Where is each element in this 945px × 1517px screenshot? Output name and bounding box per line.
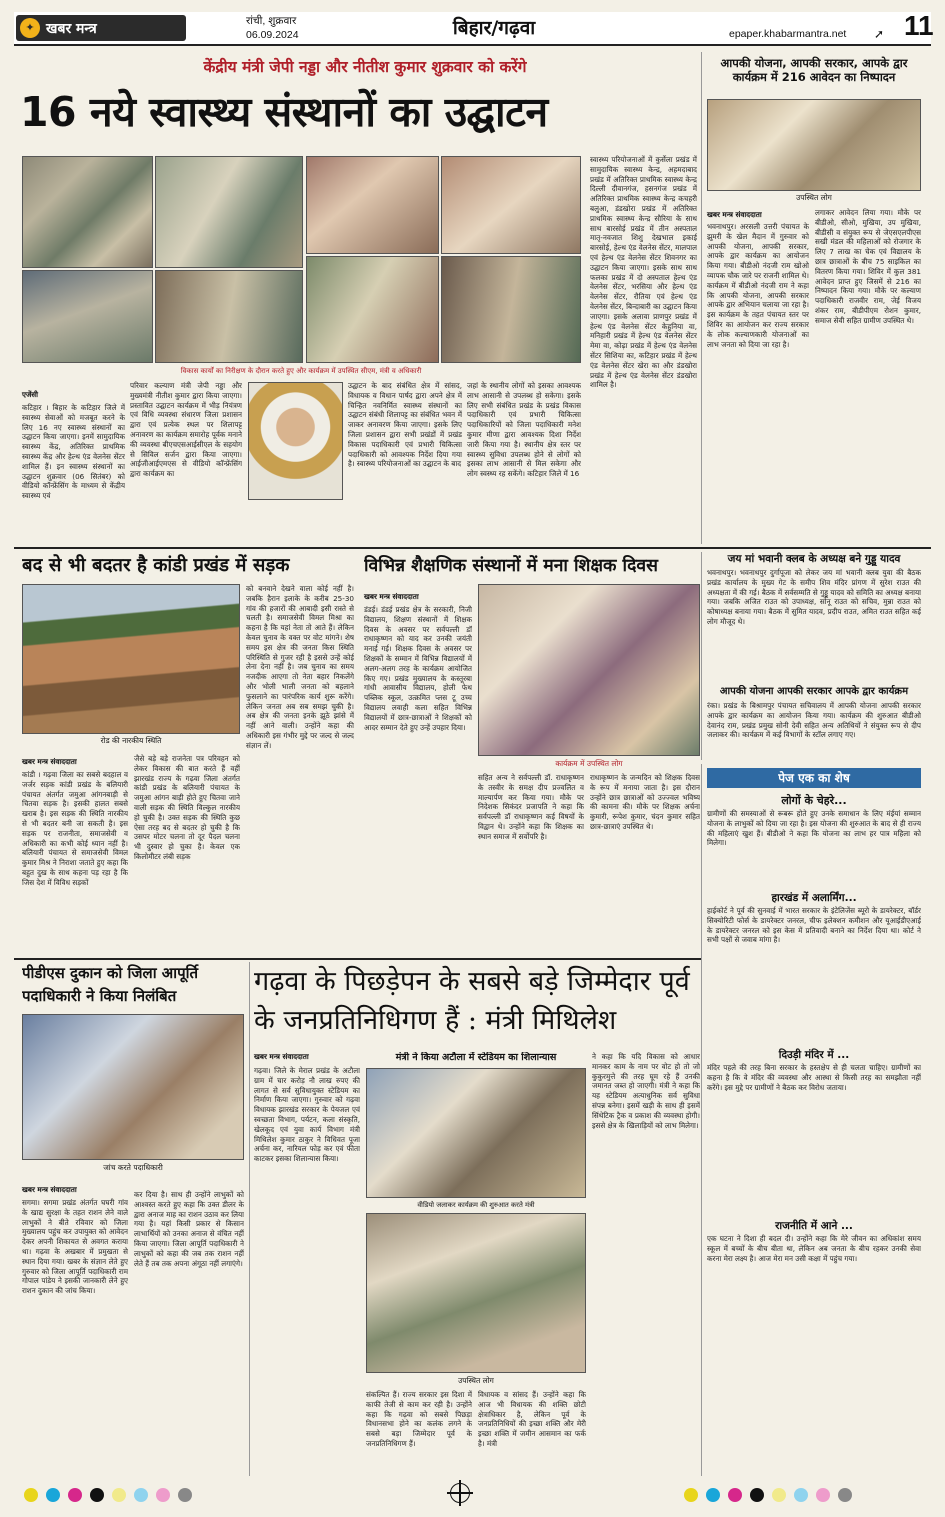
- right-photo-caption: उपस्थित लोग: [796, 193, 832, 202]
- teacher-col-3: राधाकृष्णन के जन्मदिन को शिक्षक दिवस के रूप में मनाया जाता है। इस दौरान उन्होंने छात्र छात्राओं को उज्ज्वल भविष्य की कामना की। मौके पर शिक्षक अर्चना कुमारी, रूपेश कुमार, चंदन कुमार सहित छात्र-छात्राएं उपस्थित थे।: [590, 773, 700, 831]
- section-rule-2: [14, 958, 701, 960]
- kandi-byline: खबर मन्त्र संवाददाता: [22, 757, 77, 766]
- pds-col-2: कर दिया है। साथ ही उन्होंने लाभुकों को आश्वस्त करते हुए कहा कि उक्त डीलर के द्वारा अनाज माह का राशन उठाव कर लिया गया है। यहां किसी प्रकार से किसान लाभार्थियों को उनका अनाज से वंचित नहीं किया जाएगा। जिला आपूर्ति पदाधिकारी ने लाभुकों को कहा की जब तक राशन नहीं लेते हैं तब तक अपना अंगूठा नहीं लगाएंगे।: [134, 1190, 244, 1268]
- lead-photo-4: [155, 270, 303, 363]
- right-headline: आपकी योजना, आपकी सरकार, आपके द्वार कार्यक्रम में 216 आवेदन का निष्पादन: [720, 56, 908, 84]
- garhwa-photo-2: [366, 1213, 586, 1373]
- garhwa-subhead: मंत्री ने किया अटौला में स्टेडियम का शिलान्यास: [395, 1052, 557, 1063]
- nadda-photo: [248, 382, 343, 500]
- shesh-b2: हाईकोर्ट ने पूर्व की सुनवाई में भारत सरकार के इंटेलिजेंस ब्यूरो के डायरेक्टर, बॉर्डर सिक्योरिटी फोर्स के डायरेक्टर जनरल, चीफ इलेक्शन कमीशन और यूआईडीएआई के डायरेक्टर जनरल को इस केस में प्रतिवादी बनाने का निर्देश दिया था। कोर्ट ने सभी पक्षों से जवाब मांगा है।: [707, 906, 921, 945]
- shesh-b3: मंदिर पहले की तरह बिना सरकार के हस्तक्षेप से ही चलता चाहिए। ग्रामीणों का कहना है कि वे मंदिर की व्यवस्था और आस्था से किसी तरह का समझौता नहीं करेंगे। इस मुद्दे पर ग्रामीणों ने बैठक कर विरोध जताया।: [707, 1063, 921, 1092]
- color-dots-right: [684, 1487, 860, 1506]
- kandi-headline: बद से भी बदतर है कांडी प्रखंड में सड़क: [22, 555, 290, 576]
- masthead: [14, 10, 934, 46]
- lead-photo-1: [22, 156, 153, 268]
- section-rule-1: [14, 547, 931, 549]
- registration-strip: [14, 1482, 931, 1506]
- lead-photo-5: [306, 156, 439, 254]
- color-dot: [728, 1488, 742, 1502]
- lead-photo-2: [155, 156, 303, 268]
- color-dot: [706, 1488, 720, 1502]
- aapki-headline: आपकी योजना आपकी सरकार आपके द्वार कार्यक्रम: [719, 686, 909, 697]
- right-divider: [701, 52, 702, 544]
- lead-photo-6: [441, 156, 581, 254]
- garhwa-col-1: गढ़वा। जिले के मेराल प्रखंड के अटौला ग्राम में चार करोड़ नौ लाख रुपए की लागत से सर्व सुविधायुक्त स्टेडियम का निर्माण किया जाएगा। गुरुवार को गढ़वा विधायक झारखंड सरकार के पेयजल एवं स्वच्छता विभाग, पर्यटन, कला संस्कृति, खेलकूद एवं युवा कार्य विभाग मंत्री मिथिलेश कुमार ठाकुर ने विधिवत पूजा अर्चना कर, नारियल फोड़ कर एवं फीता काटकर इसका शिलान्यास किया।: [254, 1066, 360, 1164]
- lead-dateline: एजेंसी: [22, 390, 39, 399]
- garhwa-col-4: विधायक व सांसद हैं। उन्होंने कहा कि आज भी विधायक की शक्ति छोटी क्षेत्राधिकार है, लेकिन पूर्व के जनप्रतिनिधियों की इच्छा शक्ति और मेरी इच्छा शक्ति में जमीन आसमान का फर्क है। मंत्री: [478, 1390, 586, 1448]
- shesh-label: पेज एक का शेष: [707, 768, 921, 788]
- color-dot: [684, 1488, 698, 1502]
- right-col-1: भवनाथपुर। अरसली उत्तरी पंचायत के झुमरी के खेल मैदान में गुरुवार को आपकी योजना, आपकी सरकार, आपके द्वार कार्यक्रम का आयोजन किया गया। बीडीओ नंदजी राम खोओ व्यापक चौक जारे पर राजनी शामिल थे। कार्यक्रम में बीडीओ नंदजी राम ने कहा कि आपकी योजना, आपकी सरकार आपके द्वार अभियान चलाया जा रहा है। इस कार्यक्रम के तहत पंचायत स्तर पर शिविर का आयोजन कर राज्य सरकार के लोक कल्याणकारी योजनाओं का लाभ जनता को दिया जा रहा है।: [707, 222, 809, 349]
- kandi-col-2: जैसे बड़े बड़े राजनेता पत्र परिवहन को लेकर विकास की बात करते हैं वहीं झारखंड राज्य के गढ़वा जिला अंतर्गत कांडी प्रखंड के बलियारी पंचायत के जमुआ आंगन बाड़ी होते हुए चितवा जाने वाली सड़क की स्थिति विल्कुल नारकीय हो चुकी है। उक्त सड़क की स्थिति कुछ ऐसा तरह बद से बदतर हो चुकी है कि उसपर मोटर चलना तो दूर पैदल चलना भी दुस्वार हो चुका है। केवल एक किलोमीटर लंबी सड़क: [134, 754, 240, 861]
- color-dot: [90, 1488, 104, 1502]
- right-divider-2: [701, 552, 702, 760]
- lead-photo-7: [306, 256, 439, 363]
- shesh-h2: हारखंड में अलार्मिंग...: [771, 892, 857, 904]
- garhwa-divider: [249, 962, 250, 1476]
- pds-byline: खबर मन्त्र संवाददाता: [22, 1185, 77, 1194]
- brand-logo-icon: ✦: [20, 18, 40, 38]
- brand-name: खबर मन्त्र: [46, 21, 97, 37]
- color-dot: [156, 1488, 170, 1502]
- crosshair-v: [459, 1480, 461, 1506]
- color-dot: [750, 1488, 764, 1502]
- lead-col-4: जहां के स्थानीय लोगों को इसका आवश्यक लाभ आसानी से उपलब्ध हो सकेगा। इसके लिए सभी संबंधित प्रखंड के प्रखंड विकास पदाधिकारी एवं प्रभारी चिकित्सा पदाधिकारियों को जिला पदाधिकारी मनेश कुमार मीणा द्वारा आवश्यक दिशा निर्देश जारी किया गया है। स्थानीय क्षेत्र स्तर पर स्वास्थ्य सुविधा उपलब्ध होने से लोगों को इसका लाभ आसानी से मिल सकेगा और लोग स्वस्थ्य रह सकेंगे। कटिहार जिले में 16: [467, 381, 581, 479]
- shesh-b1: ग्रामीणों की समस्याओं से रूबरू होते हुए उनके समाधान के लिए मंईयां सम्मान योजना के लाभुकों को दिया जा रहा है। इस योजना की शुरुआत के बाद से ही राज्य की महिलाएं खुश हैं। बीडीओ ने कहा कि योजना का लाभ हर पात्र महिला को मिलेगा।: [707, 809, 921, 848]
- masthead-city: रांची, शुक्रवार: [246, 15, 297, 27]
- teacher-col-2: सहित अन्य ने सर्वपल्ली डॉ. राधाकृष्णन के तस्वीर के समक्ष दीप प्रज्वलित व माल्यार्पण कर किया गया। मौके पर निदेशक सिकंदर प्रजापति ने कहा कि सर्वपल्ली डॉ राधाकृष्णन कई विषयों के विद्वान थे। उन्होंने कहा कि शिक्षक का स्थान समाज में सर्वोपरि है।: [478, 773, 584, 841]
- kandi-col-1: कांडी । गढ़वा जिला का सबसे बदहाल व जर्जर सड़क कांडी प्रखंड के बलियारी पंचायत अंतर्गत जमुआ आंगनबाड़ी से चितवा सड़क है। इसकी हालत सबसे खराब है। इस सड़क की स्थिति नारकीय से भी बदतर बनी जा सकती है। इस सड़क पर राजनीता, समाजसेवी व अधिकारी का कभी कोई ध्यान नहीं है। बलियारी पंचायत से समाजसेवी विमल कुमार मिश्र ने निराशा जताते हुए कहा कि बहुत दुख के साथ कहना पड़ रहा है कि जिस देश में विविध सड़कों: [22, 770, 128, 887]
- pds-headline: पीडीएस दुकान को जिला आपूर्ति पदाधिकारी ने किया निलंबित: [22, 964, 199, 1005]
- shesh-h3: दिउड़ी मंदिर में ...: [778, 1049, 850, 1061]
- lead-photo-caption: विकास कार्यों का निरीक्षण के दौरान करते हुए और कार्यक्रम में उपस्थित सीएम, मंत्री व अधिकारी: [180, 367, 422, 375]
- bhavani-headline: जय मां भवानी क्लब के अध्यक्ष बने गुड्डू यादव: [727, 553, 901, 565]
- garhwa-photo-1: [366, 1068, 586, 1198]
- right-col-2: लगाकर आवेदन लिया गया। मौके पर बीडीओ, सीओ, मुखिया, उप मुखिया, बीडीसी व संयुक्त रूप से जेएसएलपीएस सखी मंडल की महिलाओं को रोजगार के लिए 7 लाख का चेक एवं विद्यालय के छात्र छात्राओं के बीच 75 साइकिल का वितरण किया गया। शिविर में कुल 381 आवेदन प्राप्त हुए जिसमें से 216 का निष्पादन किया गया। मौके पर कल्याण पदाधिकारी राजवीर राम, जेई विजय शंकर राम, बीडीपीएम रोशन कुमार, समाज सेवी सहित ग्रामीण उपस्थित थे।: [815, 208, 921, 325]
- shesh-divider: [701, 764, 702, 1476]
- lead-kicker: केंद्रीय मंत्री जेपी नड्डा और नीतीश कुमार शुक्रवार को करेंगे: [203, 58, 527, 76]
- brand-logo-box: [16, 15, 186, 41]
- color-dots-left: [24, 1487, 200, 1506]
- aapki-body: रंका। प्रखंड के बिश्रामपुर पंचायत सचिवालय में आपकी योजना आपकी सरकार आपके द्वार कार्यक्रम का आयोजन किया गया। कार्यक्रम की शुरुआत बीडीओ देवानंद राम, प्रखंड प्रमुख सोनी देवी सहित अन्य अतिथियों ने संयुक्त रूप से दीप जलाकर की। कार्यक्रम में कई विभागों के स्टॉल लगाए गए।: [707, 701, 921, 740]
- masthead-date: 06.09.2024: [246, 29, 299, 41]
- color-dot: [178, 1488, 192, 1502]
- page-number: 11: [904, 10, 934, 41]
- shesh-b4: एक घटना ने दिशा ही बदल दी। उन्होंने कहा कि मेरे जीवन का अधिकांश समय स्कूल में बच्चों के बीच बीता था, लेकिन अब जनता के बीच रहकर उनकी सेवा करना मेरा लक्ष्य है। आज मेरा मन उसी कक्षा में पहुंच गया।: [707, 1234, 921, 1263]
- lead-col-1: कटिहार । बिहार के कटिहार जिले में स्वास्थ्य सेवाओं को मजबूत करने के लिए 16 नए स्वास्थ्य संस्थानों का उद्घाटन किया जाएगा। इनमें सामुदायिक स्वास्थ्य केंद्र, अतिरिक्त प्राथमिक स्वास्थ्य केंद्र और हेल्थ एंड वेलनेस सेंटर शामिल हैं। इन स्वास्थ्य संस्थानों का उद्घाटन शुक्रवार (06 सितंबर) को वीडियो कॉन्फ्रेंसिंग के माध्यम से केंद्रीय स्वास्थ्य एवं: [22, 403, 125, 501]
- teacher-headline: विभिन्न शैक्षणिक संस्थानों में मना शिक्षक दिवस: [364, 556, 658, 576]
- epaper-url[interactable]: epaper.khabarmantra.net: [729, 28, 847, 40]
- color-dot: [112, 1488, 126, 1502]
- color-dot: [68, 1488, 82, 1502]
- lead-photo-8: [441, 256, 581, 363]
- kandi-road-photo: [22, 584, 240, 734]
- pds-col-1: सगमा। सगमा प्रखंड अंतर्गत घघरी गांव के खाद्य सुरक्षा के तहत राशन लेने वाले लाभुकों ने बीते रविवार को जिला मुख्यालय पहुंच कर उपायुक्त को आवेदन देकर अपनी शिकायत से अवगत कराया था। गढ़वा के अखबार में प्रमुखता से स्थान दिया गया। खबर के संज्ञान लेते हुए गुरुवार को जिला आपूर्ति पदाधिकारी राम गोपाल पांडेय ने इसकी जानकारी लेने हुए राशन दुकान की जांच किया।: [22, 1198, 128, 1296]
- lead-col-2: परिवार कल्याण मंत्री जेपी नड्डा और मुख्यमंत्री नीतीश कुमार द्वारा किया जाएगा। प्रस्तावित उद्घाटन कार्यक्रम में भीड़ नियंत्रण एवं विधि व्यवस्था संधारण जिला प्रशासन द्वारा एवं प्रत्येक स्थल पर शिलापट्ट अनावरण का कार्यक्रम समारोह पूर्वक मनाने की व्यवस्था बीएचएसआईसीएल के सहयोग से सिविल सर्जन द्वारा किया जाएगा। आईजीआईएमएस से वीडियो कॉन्फ्रेंसिंग द्वारा कार्यक्रम का: [130, 381, 242, 479]
- cursor-icon: ➚: [874, 27, 885, 41]
- pds-photo: [22, 1014, 244, 1160]
- garhwa-col-3: संकल्पित हैं। राज्य सरकार इस दिशा में काफी तेजी से काम कर रही है। उन्होंने कहा कि गढ़वा को सबसे पिछड़ा विधानसभा होने का कलंक लगने के सबसे बड़ा जिम्मेदार पूर्व के जनप्रतिनिधिगण हैं।: [366, 1390, 472, 1448]
- right-photo: [707, 99, 921, 191]
- color-dot: [772, 1488, 786, 1502]
- section-name: बिहार/गढ़वा: [452, 17, 536, 39]
- crosshair-icon: [450, 1483, 470, 1503]
- lead-photo-3: [22, 270, 153, 363]
- shesh-h4: राजनीति में आने ...: [775, 1220, 853, 1232]
- lead-col-5: स्वास्थ्य परियोजनाओं में कुर्सेला प्रखंड में सामुदायिक स्वास्थ्य केन्द्र, अहमदाबाद प्रखंड में अतिरिक्त प्राथमिक स्वास्थ्य केन्द्र दिल्ली दीवानगंज, हसनगंज प्रखंड में अतिरिक्त प्राथमिक स्वास्थ्य केन्द्र कचहरी बलुआ, डंडखोरा प्रखंड में अतिरिक्त प्राथमिक स्वास्थ्य केन्द्र सौरिया के साथ साथ बारसोई प्रखंड में तीन अस्पताल मातृ-नवजात शिशु देखभाल इकाई बारसोई, हेल्थ एंड वेलनेस सेंटर, मालपाल एवं हेल्थ एंड वेलनेस सेंटर शिवनगर का उद्घाटन किया जाएगा। इसके साथ साथ फलका प्रखंड में दो अस्पताल हेल्थ एंड वेलनेस सेंटर, भरसिया और हेल्थ एंड वेलनेस सेंटर, रौतिया एवं हेल्थ एंड वेलनेस सेंटर, बिन्दाबारी का उद्घाटन किया जाएगा। इसके अलावा प्राणपुर प्रखंड में हेल्थ एंड वेलनेस सेंटर केहुनिया वा, मनिहारी प्रखंड में हेल्थ एंड वेलनेस सेंटर मेमा वा, कोढ़ा प्रखंड में हेल्थ एंड वेलनेस सेंटर सिशिया का, कटिहार प्रखंड में हेल्थ एंड वेलनेस सेंटर खेरा का और डंडखोरा प्रखंड में हेल्थ एंड वेलनेस सेंटर डंडखोरा शामिल है।: [590, 155, 697, 390]
- color-dot: [134, 1488, 148, 1502]
- teacher-photo: [478, 584, 700, 756]
- color-dot: [794, 1488, 808, 1502]
- kandi-col-3: को बनवाने देखने वाला कोई नहीं है। जबकि हैरान इलाके के करीब 25-30 गांव की हजारों की आबादी इसी रास्ते से चलती है। समाजसेवी विमल मिश्रा का कहना है कि यहां नेता तो आते हैं। लेकिन केवल चुनाव के वक्त पर वोट मांगने। शेष समय इस क्षेत्र की जनता किस स्थिति परिस्थिति से गुजर रही है इससे उन्हें कोई लेना देना नहीं है। जब चुनाव का समय नजदीक आएगा तो नेता बहार निकलेंगे और भोली भाली जनता को बहलाने फुसलाने का पारंपरिक कार्य शुरू करेंगे। लेकिन जनता अब सब समझ चुकी है। अब क्षेत्र की जनता इनके झूठे झांसे में नहीं आने वाली। उन्होंने कहा की अधिकारी इस गंभीर मुद्दे पर जल्द से जल्द संज्ञान लें।: [246, 584, 354, 750]
- right-byline: खबर मन्त्र संवाददाता: [707, 210, 762, 219]
- color-dot: [816, 1488, 830, 1502]
- teacher-col-1: डंडई। डंडई प्रखंड क्षेत्र के सरकारी, निजी विद्यालय, शिक्षण संस्थानों में शिक्षक दिवस के अवसर पर सर्वपल्ली डॉ राधाकृष्णन को याद कर उनकी जयंती मनाई गई। शिक्षक दिवस के अवसर पर शिक्षकों के सम्मान में विभिन्न विद्यालयों में अलग-अलग तरह के कार्यक्रम आयोजित किए गए। प्रखंड मुख्यालय के कस्तूरबा गांधी आवासीय विद्यालय, होली फेथ पब्लिक स्कूल, उत्क्रमित प्लस टू उच्च विद्यालय लवाही कला सहित विभिन्न विद्यालयों में छात्र-छात्राओं ने शिक्षकों को आदर सम्मान देते हुए उन्हें उपहार दिया।: [364, 605, 472, 732]
- garhwa-col-2: ने कहा कि यदि विकास को आधार मानकर काम के नाम पर वोट हो तो जो कुकुरमुत्ते की तरह घूम रहे हैं उनकी जमानत जब्त हो जाएगी। मंत्री ने कहा कि यह स्टेडियम अत्याधुनिक सर्व सुविधा संपन्न बनेगा। इसमें खड़ी के साथ ही इसमें सिंथेटिक ट्रैक व प्रकाश की व्यवस्था होगी। इससे क्षेत्र के खिलाड़ियों को लाभ मिलेगा।: [592, 1052, 700, 1130]
- shesh-h1: लोगों के चेहरे...: [781, 794, 847, 807]
- color-dot: [24, 1488, 38, 1502]
- color-dot: [46, 1488, 60, 1502]
- color-dot: [838, 1488, 852, 1502]
- garhwa-byline: खबर मन्त्र संवाददाता: [254, 1052, 309, 1061]
- pds-photo-caption: जांच करते पदाधिकारी: [103, 1163, 163, 1172]
- teacher-byline: खबर मन्त्र संवाददाता: [364, 592, 419, 601]
- bhavani-body: भवनाथपुर। भवनाथपुर दुर्गापूजा को लेकर जय मां भवानी क्लब युवा की बैठक प्रखंड कार्यालय के मुख्य गेट के समीप शिव मंदिर प्रांगण में सुरेश राउत की अध्यक्षता में की गई। बैठक में सर्वसम्मति से गुड्डू यादव को समिति का अध्यक्ष बनाया गया। जबकि अजित राउत को उपाध्यक्ष, सोनू राउत को सचिव, मुन्ना राउत को कोषाध्यक्ष बनाया गया। बैठक में सुमित यादव, प्रदीप राउत, अमित राउत सहित कई लोग मौजूद थे।: [707, 568, 921, 626]
- lead-headline: 16 नये स्वास्थ्य संस्थानों का उद्घाटन: [20, 88, 548, 136]
- garhwa-photo-2-caption: उपस्थित लोग: [458, 1376, 494, 1385]
- garhwa-headline: गढ़वा के पिछड़ेपन के सबसे बड़े जिम्मेदार पूर्व के जनप्रतिनिधिगण हैं : मंत्री मिथिलेश: [254, 966, 690, 1036]
- kandi-photo-caption: रोड की नारकीय स्थिति: [100, 736, 162, 745]
- garhwa-photo-1-caption: वीडियो जलाकर कार्यक्रम की शुरुआत करते मंत्री: [417, 1201, 535, 1209]
- teacher-photo-caption: कार्यक्रम में उपस्थित लोग: [555, 759, 623, 768]
- lead-col-3: उद्घाटन के बाद संबंधित क्षेत्र में सांसद, विधायक व विधान पार्षद द्वारा अपने क्षेत्र में चिन्हित नवनिर्मित स्वास्थ्य संस्थानों का उद्घाटन संबंधी शिलापट्ट का संबंधित भवन में जाकर अनावरण किया जाएगा। इसके लिए जिला प्रशासन द्वारा सभी प्रखंडों में प्रखंड विकास पदाधिकारी एवं प्रभारी चिकित्सा पदाधिकारी को आवश्यक निर्देश दिया गया है। स्वास्थ्य परियोजनाओं का उद्घाटन के बाद: [348, 381, 462, 469]
